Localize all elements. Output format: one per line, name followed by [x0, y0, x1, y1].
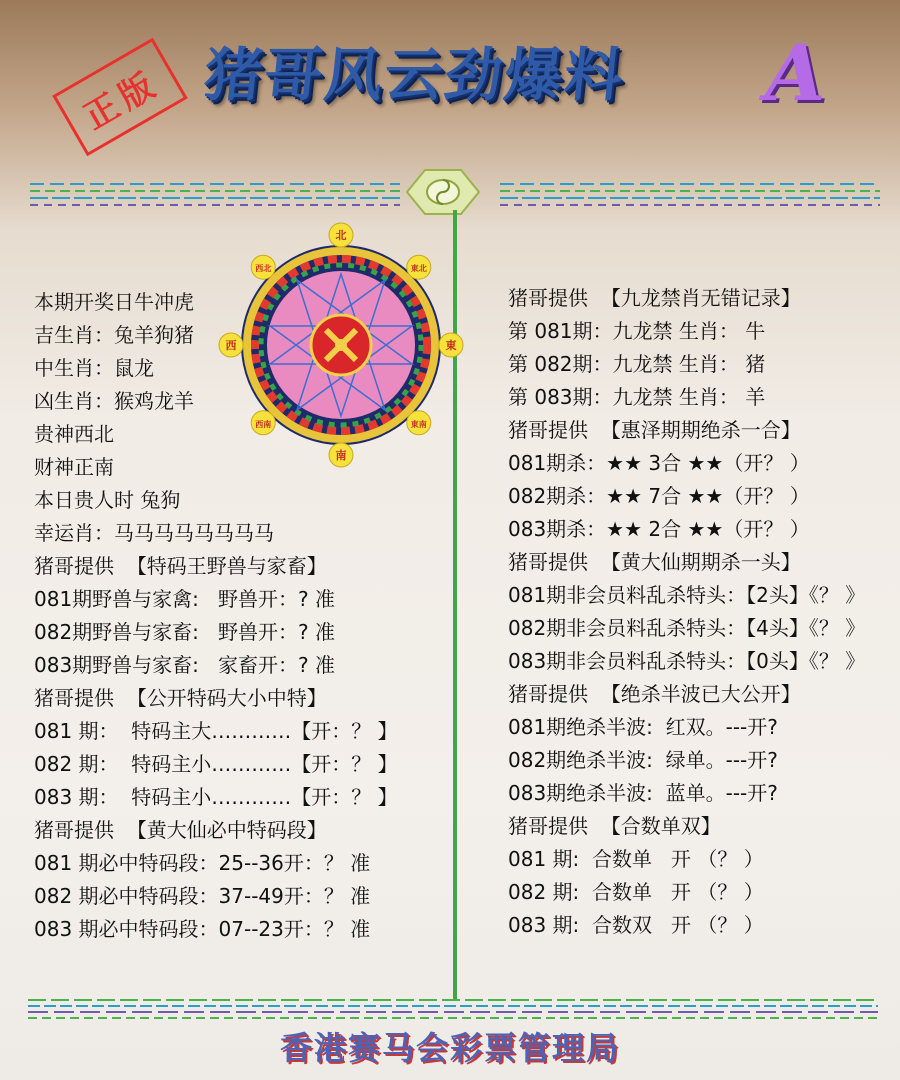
left-column-line: 猪哥提供 【特码王野兽与家畜】	[34, 554, 327, 578]
footer-publisher: 香港赛马会彩票管理局	[279, 1029, 620, 1067]
right-column-line: 083期杀：★★ 2合 ★★（开？ ）	[508, 517, 810, 541]
direction-label: 東南	[410, 419, 427, 429]
left-column-line: 083期野兽与家畜: 家畜开：? 准	[34, 653, 335, 677]
left-column-line: 凶生肖：猴鸡龙羊	[34, 389, 194, 413]
stamp-text: 正版	[77, 62, 167, 138]
right-column-line: 081期杀：★★ 3合 ★★（开？ ）	[508, 451, 810, 475]
left-column-line: 082期野兽与家畜: 野兽开：? 准	[34, 620, 335, 644]
right-column-line: 081 期: 合数单 开 （？ ）	[508, 847, 764, 871]
direction-label: 東北	[410, 264, 427, 274]
right-column-line: 082期绝杀半波: 绿单。---开?	[508, 748, 778, 772]
left-column-line: 083 期： 特码主小…………【开：？ 】	[34, 785, 398, 809]
left-column-line: 猪哥提供 【公开特码大小中特】	[34, 686, 327, 710]
left-column-line: 猪哥提供 【黄大仙必中特码段】	[34, 818, 327, 842]
left-column-line: 083 期必中特码段：07--23开：？ 准	[34, 917, 371, 941]
left-column-line: 贵神西北	[34, 422, 114, 446]
direction-label: 西南	[255, 419, 272, 429]
left-column-line: 081 期： 特码主大…………【开：？ 】	[34, 719, 398, 743]
left-column-line: 财神正南	[34, 455, 114, 479]
direction-label: 西北	[255, 264, 272, 274]
version-letter: A	[765, 28, 826, 119]
left-column-line: 081期野兽与家禽: 野兽开：? 准	[34, 587, 335, 611]
right-column-line: 第 081期：九龙禁 生肖： 牛	[508, 319, 766, 343]
left-column-line: 本日贵人时 兔狗	[34, 488, 181, 512]
right-column-line: 082期杀：★★ 7合 ★★（开？ ）	[508, 484, 810, 508]
right-column-line: 082 期: 合数单 开 （？ ）	[508, 880, 764, 904]
right-column-line: 第 082期：九龙禁 生肖： 猪	[508, 352, 766, 376]
left-column-line: 幸运肖：马马马马马马马马	[34, 521, 274, 545]
page-title: 猪哥风云劲爆料	[200, 41, 629, 109]
right-column-line: 081期绝杀半波: 红双。---开?	[508, 715, 778, 739]
direction-label: 東	[445, 339, 457, 352]
direction-label: 北	[335, 229, 347, 242]
left-column-line: 082 期必中特码段：37--49开：？ 准	[34, 884, 371, 908]
left-column-line: 本期开奖日牛冲虎	[34, 290, 194, 314]
right-column-line: 082期非会员料乱杀特头：【4头】《？ 》	[508, 616, 866, 640]
left-column-line: 082 期： 特码主小…………【开：？ 】	[34, 752, 398, 776]
decorative-lines-bottom	[28, 996, 878, 1022]
left-column-line: 081 期必中特码段：25--36开：？ 准	[34, 851, 371, 875]
right-column-line: 猪哥提供 【黄大仙期期杀一头】	[508, 550, 801, 574]
left-column-line: 吉生肖：兔羊狗猪	[34, 323, 194, 347]
authentic-stamp	[52, 38, 187, 157]
right-column-line: 猪哥提供 【合数单双】	[508, 814, 721, 838]
right-column-line: 081期非会员料乱杀特头：【2头】《？ 》	[508, 583, 866, 607]
right-column	[508, 282, 900, 942]
left-column	[34, 286, 454, 946]
bagua-ornament-icon	[405, 168, 481, 216]
right-column-line: 猪哥提供 【九龙禁肖无错记录】	[508, 286, 801, 310]
right-column-line: 猪哥提供 【惠泽期期绝杀一合】	[508, 418, 801, 442]
right-column-line: 猪哥提供 【绝杀半波已大公开】	[508, 682, 801, 706]
right-column-line: 083期非会员料乱杀特头：【0头】《？ 》	[508, 649, 866, 673]
direction-label: 西	[225, 339, 237, 352]
right-column-line: 083 期: 合数双 开 （？ ）	[508, 913, 764, 937]
right-column-line: 第 083期：九龙禁 生肖： 羊	[508, 385, 766, 409]
right-column-line: 083期绝杀半波: 蓝单。---开?	[508, 781, 778, 805]
left-column-line: 中生肖：鼠龙	[34, 356, 154, 380]
direction-label: 南	[335, 449, 347, 462]
